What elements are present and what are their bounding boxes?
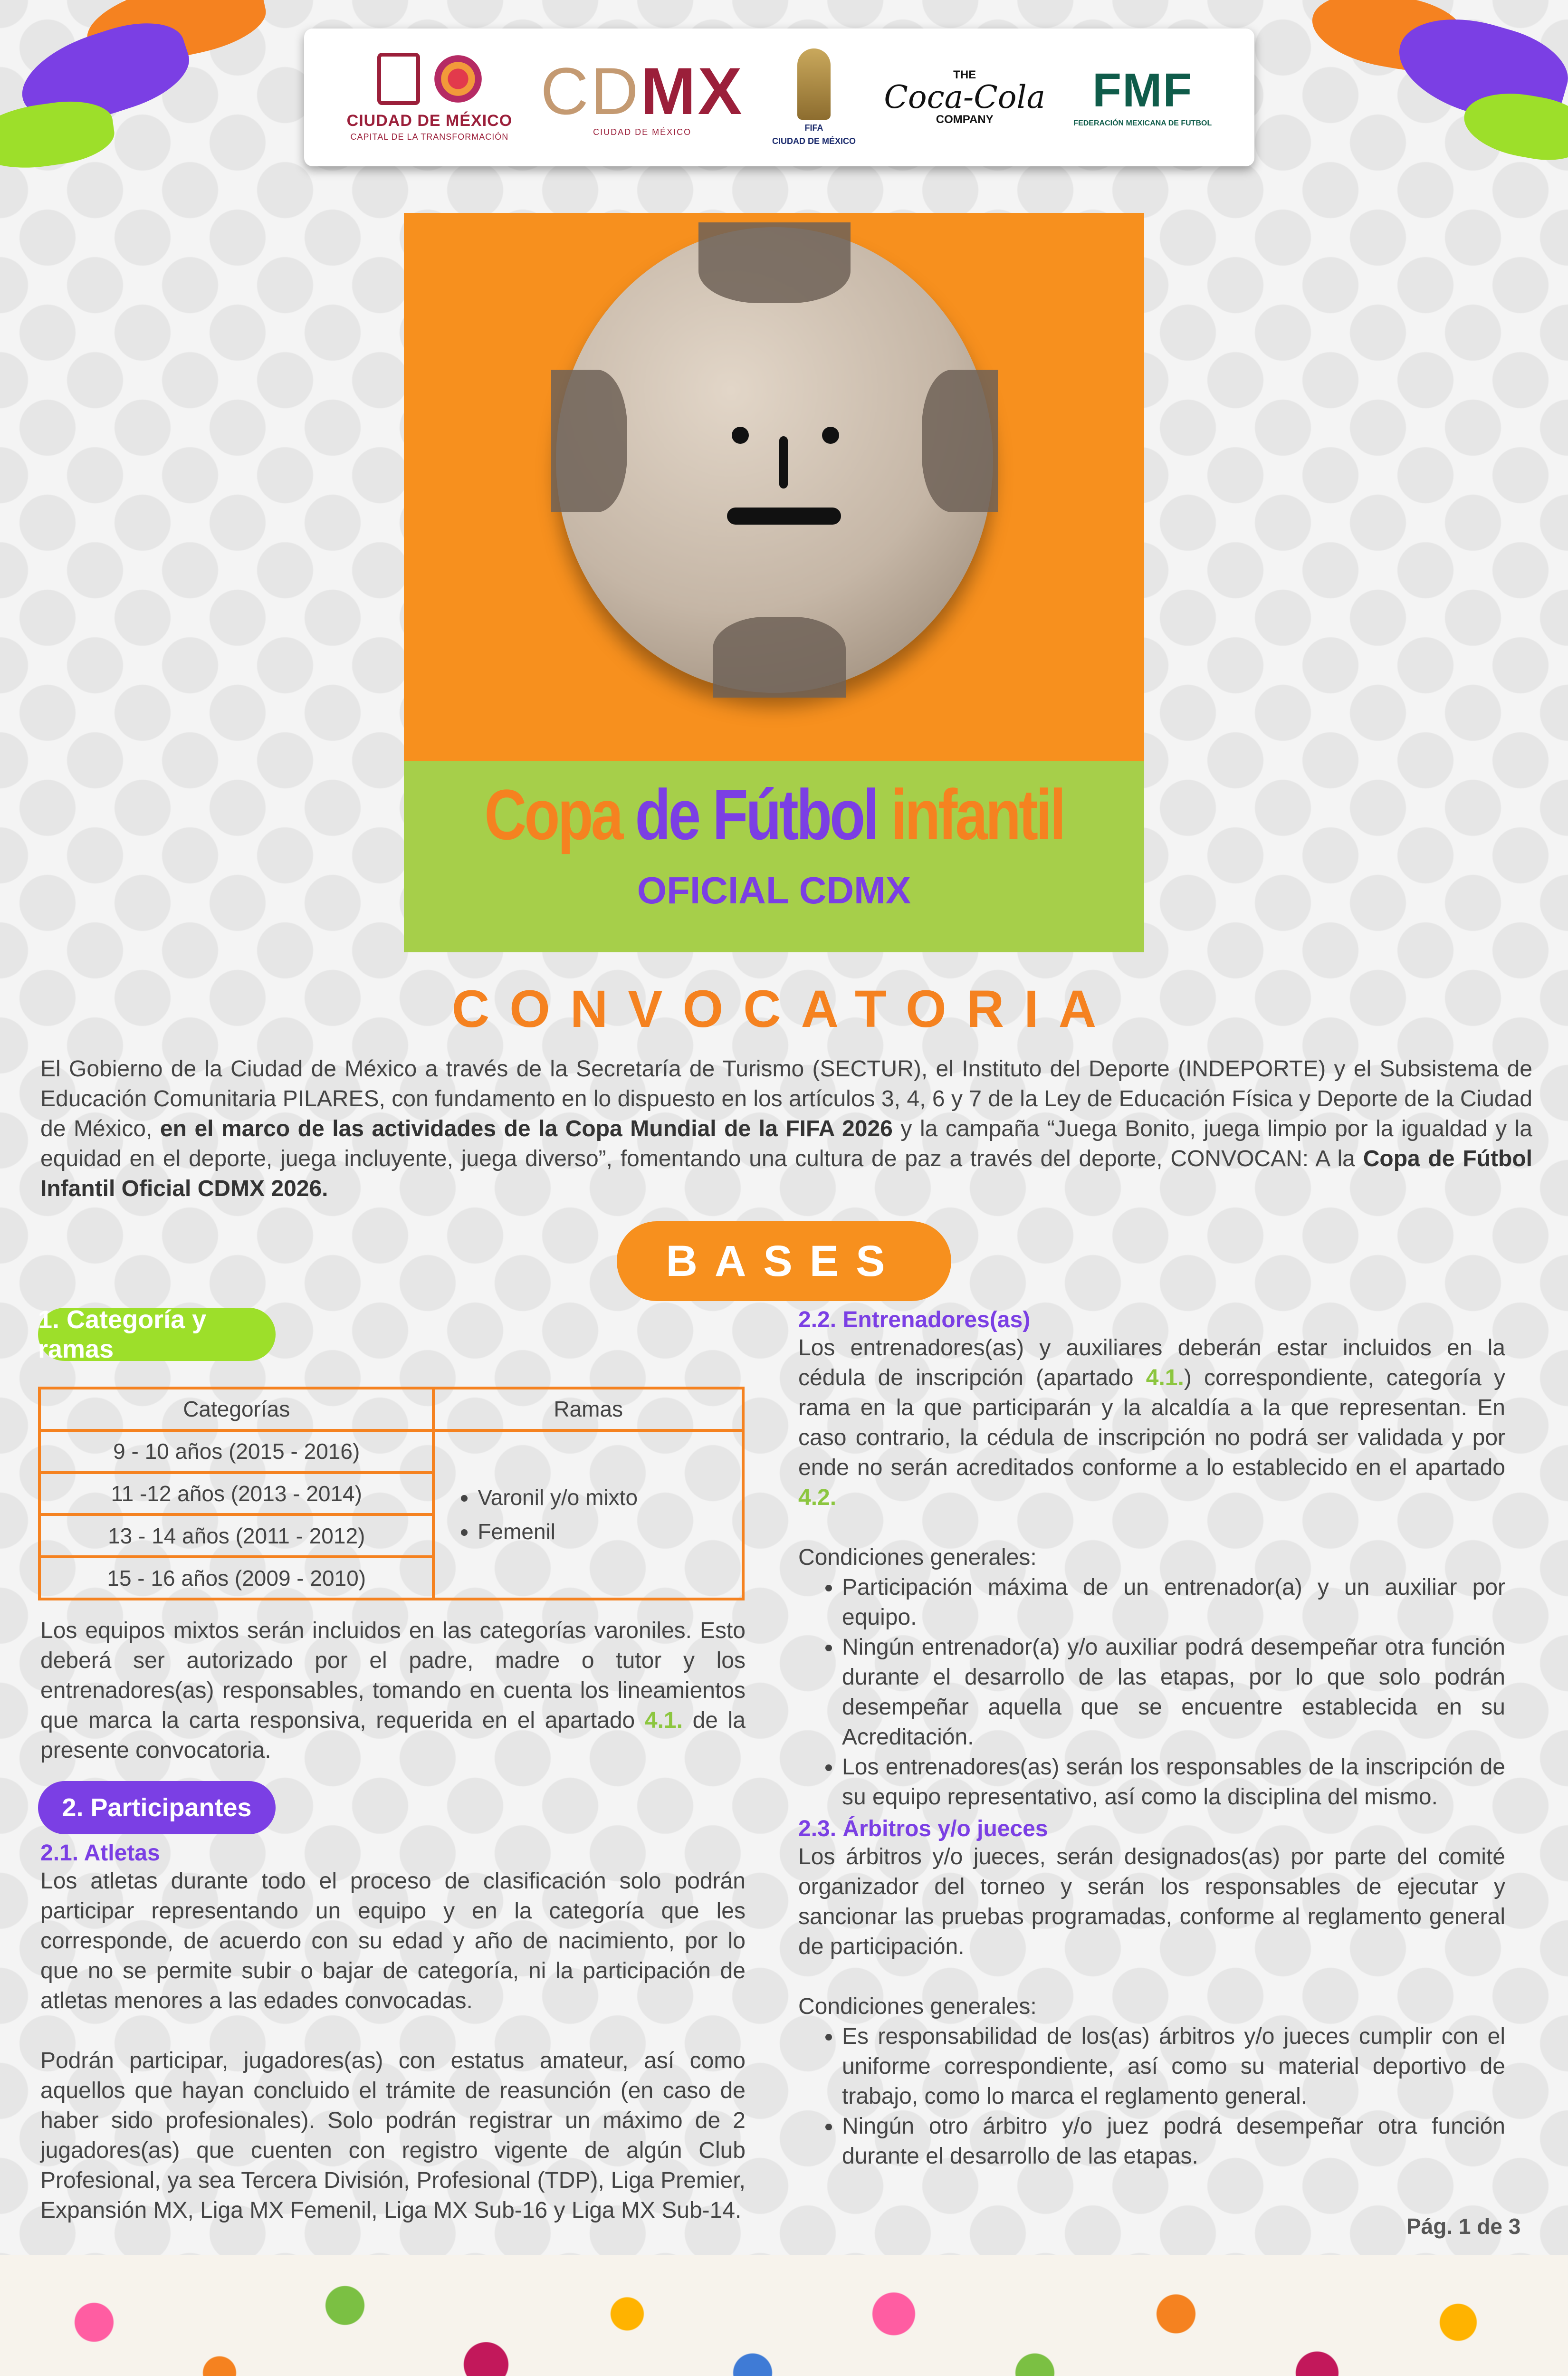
table-cell-category: 15 - 16 años (2009 - 2010) — [39, 1557, 433, 1599]
list-item: • Varonil y/o mixto — [478, 1480, 742, 1514]
cdmx-logo-sub: CIUDAD DE MÉXICO — [593, 127, 692, 137]
list-item: • Ningún entrenador(a) y/o auxiliar podrá desempeñar otra función durante el desarrollo de las etapas, por lo que solo podrán desempeñar aquella que se encuentre establecida en su Acreditación. — [842, 1632, 1505, 1752]
poster-orange-panel — [404, 213, 1144, 761]
cdmx-logo-cd: CD — [540, 53, 641, 128]
cdmx-logo-mx: MX — [640, 53, 744, 128]
sponsor-logo-bar — [304, 29, 1254, 166]
fifa-label: FIFA — [804, 123, 823, 133]
fifa-city: CIUDAD DE MÉXICO — [772, 136, 856, 146]
coke-company: COMPANY — [936, 113, 994, 126]
coke-brand: Coca-Cola — [884, 79, 1045, 115]
gov-logo-name: CIUDAD DE MÉXICO — [346, 112, 513, 130]
mixed-teams-note: Los equipos mixtos serán incluidos en las categorías varoniles. Esto deberá ser autorizado por el padre, madre o tutor y los entrenadores(as) responsables, tomando en cuenta los lineamientos que marca la carta responsiva, requerida en el apartado 4.1. de la presente convocatoria. — [40, 1618, 746, 1763]
smiling-soccer-ball-illustration — [556, 227, 993, 693]
table-cell-category: 9 - 10 años (2015 - 2016) — [39, 1430, 433, 1473]
floral-decorative-footer — [0, 2255, 1568, 2376]
coca-cola-logo — [884, 68, 1045, 126]
cdmx-government-logo — [347, 53, 512, 142]
entrenadores-heading: 2.2. Entrenadores(as) — [798, 1307, 1031, 1332]
list-item: • Femenil — [478, 1514, 742, 1549]
list-item: • Los entrenadores(as) serán los responsables de la inscripción de su equipo representativo, así como la disciplina del mismo. — [842, 1752, 1505, 1812]
cup-poster — [404, 213, 1144, 952]
table-header: Categorías — [39, 1388, 433, 1430]
intro-paragraph: El Gobierno de la Ciudad de México a través de la Secretaría de Turismo (SECTUR), el Instituto del Deporte (INDEPORTE) y el Subsistema de Educación Comunitaria PILARES, con fundamento en lo dispuesto en los artículos 3, 4, 6 y 7 de la Ley de Educación Física y Deporte de la Ciudad de México, en el marco de las actividades de la Copa Mundial de la FIFA 2026 y la campaña “Juega Bonito, juega limpio por la igualdad y la equidad en el deporte, juega incluyente, juega diverso”, fomentando una cultura de paz a través del deporte, CONVOCAN: A la Copa de Fútbol Infantil Oficial CDMX 2026. — [40, 1056, 1533, 1201]
gov-logo-tagline: CAPITAL DE LA TRANSFORMACIÓN — [350, 132, 509, 142]
arbitros-paragraph: Los árbitros y/o jueces, serán designados(as) por parte del comité organizador del torneo y serán los responsables de ejecutar y sancionar las pruebas programadas, conforme al reglamento general de participación. — [798, 1844, 1505, 1959]
conditions-label: Condiciones generales: — [798, 1545, 1037, 1570]
fmf-logo — [1073, 64, 1212, 128]
page-number: Pág. 1 de 3 — [1406, 2214, 1521, 2239]
table-cell-category: 11 -12 años (2013 - 2014) — [39, 1473, 433, 1515]
list-item: • Es responsabilidad de los(as) árbitros y/o jueces cumplir con el uniforme correspondiente, así como su material deportivo de trabajo, como lo marca el reglamento general. — [842, 2022, 1505, 2111]
atletas-section — [40, 1840, 746, 2225]
crest-icon — [377, 53, 420, 105]
heart-emblem-icon — [434, 55, 482, 103]
atletas-paragraph-1: Los atletas durante todo el proceso de clasificación solo podrán participar representando un equipo y en la categoría que les corresponde, de acuerdo con su edad y año de nacimiento, por lo que no se permite subir o bajar de categoría, ni la participación de atletas menores a las edades convocadas. — [40, 1868, 746, 2013]
fmf-sub: FEDERACIÓN MEXICANA DE FUTBOL — [1073, 119, 1212, 128]
table-cell-ramas — [433, 1430, 743, 1599]
entrenadores-paragraph: Los entrenadores(as) y auxiliares deberán estar incluidos en la cédula de inscripción (apartado 4.1.) correspondiente, categoría y rama en la que participarán y la alcaldía a la que representan. En caso contrario, la cédula de inscripción no podrá ser validada y por ende no serán acreditados conforme a lo establecido en el apartado 4.2. — [798, 1335, 1505, 1510]
section-pill-participantes: 2. Participantes — [38, 1781, 276, 1834]
entrenadores-conditions-list — [798, 1572, 1505, 1812]
poster-title — [470, 774, 1078, 856]
poster-title-copa: Copa — [484, 775, 621, 854]
conditions-label: Condiciones generales: — [798, 1994, 1037, 2019]
arbitros-heading: 2.3. Árbitros y/o jueces — [798, 1816, 1048, 1841]
list-item: • Ningún otro árbitro y/o juez podrá desempeñar otra función durante el desarrollo de las etapas. — [842, 2111, 1505, 2171]
cdmx-logo — [540, 53, 744, 137]
fmf-word: FMF — [1092, 64, 1193, 117]
poster-title-futbol: de Fútbol — [635, 775, 877, 854]
convocatoria-heading: CONVOCATORIA — [451, 980, 1117, 1038]
coke-the: THE — [953, 68, 976, 81]
axolotl-green-illustration — [0, 95, 118, 176]
table-cell-category: 13 - 14 años (2011 - 2012) — [39, 1514, 433, 1557]
poster-subtitle: OFICIAL CDMX — [637, 869, 911, 911]
fifa-2026-logo — [772, 48, 856, 146]
entrenadores-section — [798, 1307, 1505, 2171]
table-header: Ramas — [433, 1388, 743, 1430]
atletas-paragraph-2: Podrán participar, jugadores(as) con estatus amateur, así como aquellos que hayan concluido el trámite de reasunción (en caso de haber sido profesionales). Solo podrán registrar un máximo de 2 jugadores(as) que cuenten con registro vigente de algún Club Profesional, ya sea Tercera División, Profesional (TDP), Liga Premier, Expansión MX, Liga MX Femenil, Liga MX Sub-16 y Liga MX Sub-14. — [40, 2048, 746, 2223]
trophy-icon — [797, 48, 831, 120]
list-item: • Participación máxima de un entrenador(a) y un auxiliar por equipo. — [842, 1572, 1505, 1632]
section-pill-categoria: 1. Categoría y ramas — [38, 1308, 276, 1361]
atletas-heading: 2.1. Atletas — [40, 1840, 160, 1866]
categories-table — [38, 1387, 745, 1600]
poster-title-infantil: infantil — [890, 775, 1064, 854]
arbitros-conditions-list — [798, 2022, 1505, 2171]
bases-heading: BASES — [617, 1221, 951, 1301]
